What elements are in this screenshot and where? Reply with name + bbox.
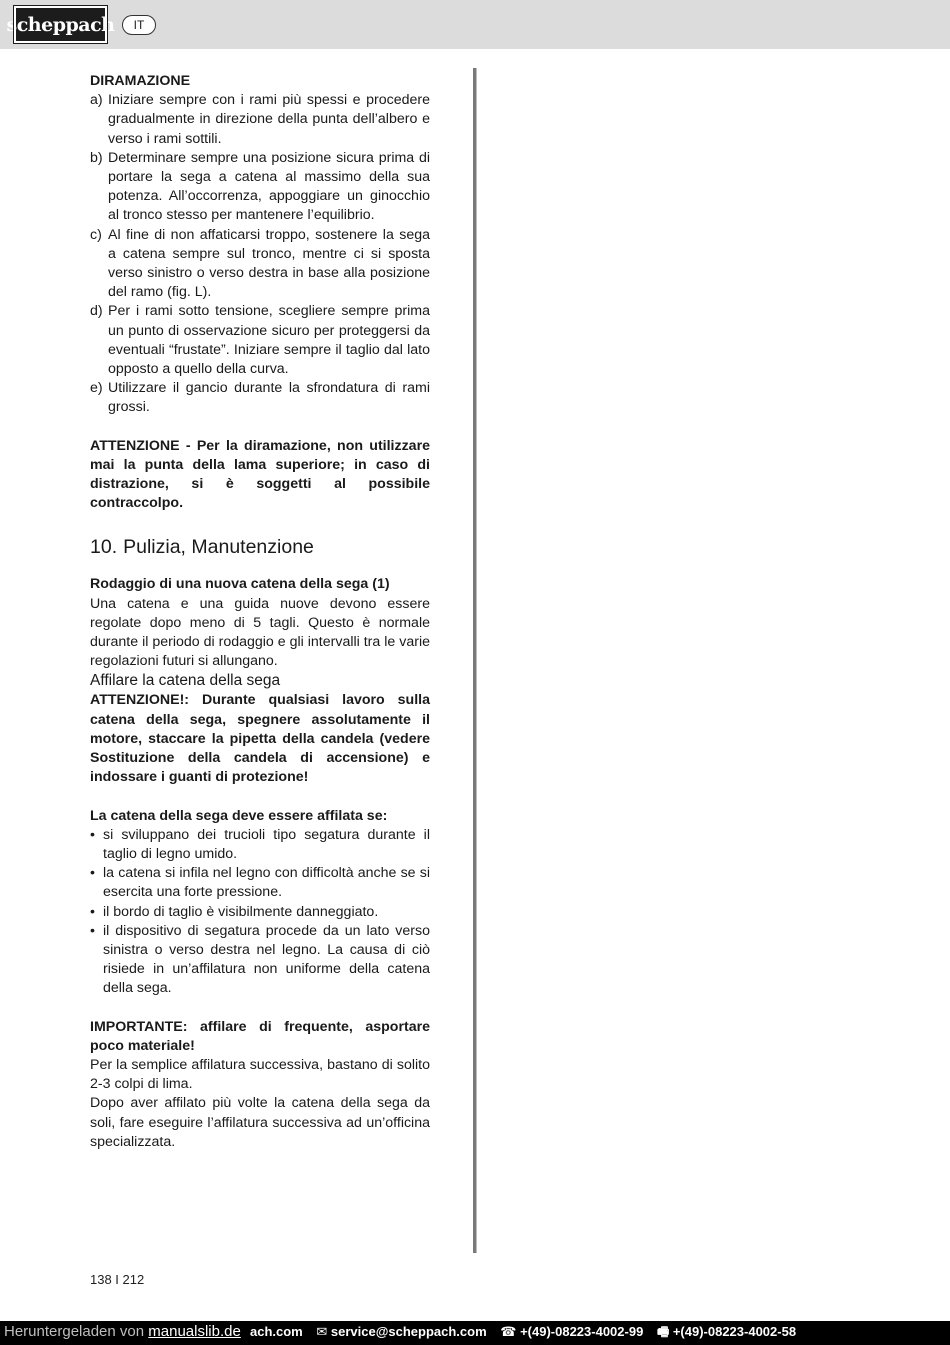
download-prefix: Heruntergeladen von [4, 1323, 145, 1340]
list-label: b) [90, 149, 103, 166]
bullet-text: il bordo di taglio è visibilmente danneggiato. [103, 903, 379, 920]
important-text: : affilare di frequente, asportare poco materiale! [90, 1018, 430, 1054]
left-column [90, 72, 430, 1152]
website-link[interactable]: ach.com [250, 1324, 303, 1339]
bullet-icon: • [90, 922, 95, 939]
list-label: e) [90, 380, 103, 397]
fax-number: 🖷 +(49)-08223-4002-58 [656, 1324, 797, 1339]
bullet-icon: • [90, 903, 95, 920]
list-label: d) [90, 303, 103, 320]
bullet-text: la catena si infila nel legno con difficoltà anche se si esercita una forte pressione. [103, 865, 430, 901]
bullet-item [90, 903, 430, 922]
warning-affilare: ATTENZIONE!: Durante qualsiasi lavoro sulla catena della sega, spegnere assolutamente il motore, staccare la pipetta della candela (vedere Sostituzione della candela di accensione) e indossare i guanti di protezione! [90, 692, 430, 786]
page-number: 138 I 212 [90, 1272, 145, 1287]
section-heading-text: Pulizia, Manutenzione [123, 536, 314, 559]
paragraph-affilatura-2: Dopo aver affilato più volte la catena della sega da soli, fare eseguire l’affilatura successiva ad un’officina specializzata. [90, 1095, 430, 1150]
list-text: Al fine di non affaticarsi troppo, sostenere la sega a catena sempre sul tronco, mentre ci si sposta verso sinistro o verso destra in base alla posizione del ramo (fig. L). [108, 226, 430, 301]
list-label: a) [90, 92, 103, 109]
section-title-diramazione: DIRAMAZIONE [90, 73, 191, 89]
list-text: Per i rami sotto tensione, scegliere sempre prima un punto di osservazione sicuro per proteggersi da eventuali “frustate”. Iniziare sempre il taglio dal lato opposto a quello della curva. [108, 303, 430, 378]
list-item [90, 226, 430, 303]
section-number: 10. [90, 536, 118, 559]
list-item [90, 149, 430, 226]
bullet-item [90, 864, 430, 902]
contact-info [250, 1321, 806, 1343]
manualslib-link[interactable]: manualslib.de [148, 1323, 241, 1340]
warning-diramazione: ATTENZIONE - Per la diramazione, non utilizzare mai la punta della lama superiore; in caso di distrazione, si è soggetti al possibile contraccolpo. [90, 437, 430, 512]
language-badge: IT [122, 15, 156, 35]
brand-logo[interactable]: scheppach [14, 6, 107, 43]
bullet-text: si sviluppano dei trucioli tipo segatura durante il taglio di legno umido. [103, 826, 430, 862]
bullet-text: il dispositivo di segatura procede da un lato verso sinistra o verso destra nel legno. La causa di ciò risiede in un’affilatura non uniforme della catena della sega. [103, 922, 430, 997]
important-note [90, 1018, 430, 1056]
list-label: c) [90, 226, 102, 243]
subsection-title-rodaggio: Rodaggio di una nuova catena della sega (1) [90, 576, 390, 593]
footer-bar [0, 1321, 950, 1345]
list-text: Iniziare sempre con i rami più spessi e procedere gradualmente in direzione della punta dell’albero e verso i rami sottili. [108, 92, 430, 147]
bullet-item [90, 826, 430, 864]
bullet-icon: • [90, 826, 95, 843]
when-title: La catena della sega deve essere affilata se: [90, 807, 388, 824]
paragraph-rodaggio: Una catena e una guida nuove devono essere regolate dopo meno di 5 tagli. Questo è normale durante il periodo di rodaggio e gli intervalli tra le varie regolazioni futuri si allungano. [90, 595, 430, 670]
bullet-icon: • [90, 865, 95, 882]
column-divider [473, 68, 476, 1253]
list-item [90, 91, 430, 149]
list-item [90, 302, 430, 379]
subsection-title-affilare: Affilare la catena della sega [90, 672, 281, 690]
header-bar [0, 0, 950, 49]
list-text: Determinare sempre una posizione sicura prima di portare la sega a catena al massimo della sua potenza. All’occorrenza, appoggiare un ginocchio al tronco stesso per mantenere l’equilibrio. [108, 149, 430, 224]
phone-number: ☎ +(49)-08223-4002-99 [500, 1324, 644, 1339]
important-label: IMPORTANTE [90, 1018, 183, 1035]
paragraph-affilatura-1: Per la semplice affilatura successiva, bastano di solito 2-3 colpi di lima. [90, 1056, 430, 1093]
download-note [4, 1321, 241, 1343]
list-text: Utilizzare il gancio durante la sfrondatura di rami grossi. [108, 380, 430, 416]
section-heading-10 [90, 535, 430, 559]
bullet-item [90, 922, 430, 999]
list-item [90, 379, 430, 417]
email-link[interactable]: ✉ service@scheppach.com [316, 1324, 487, 1339]
